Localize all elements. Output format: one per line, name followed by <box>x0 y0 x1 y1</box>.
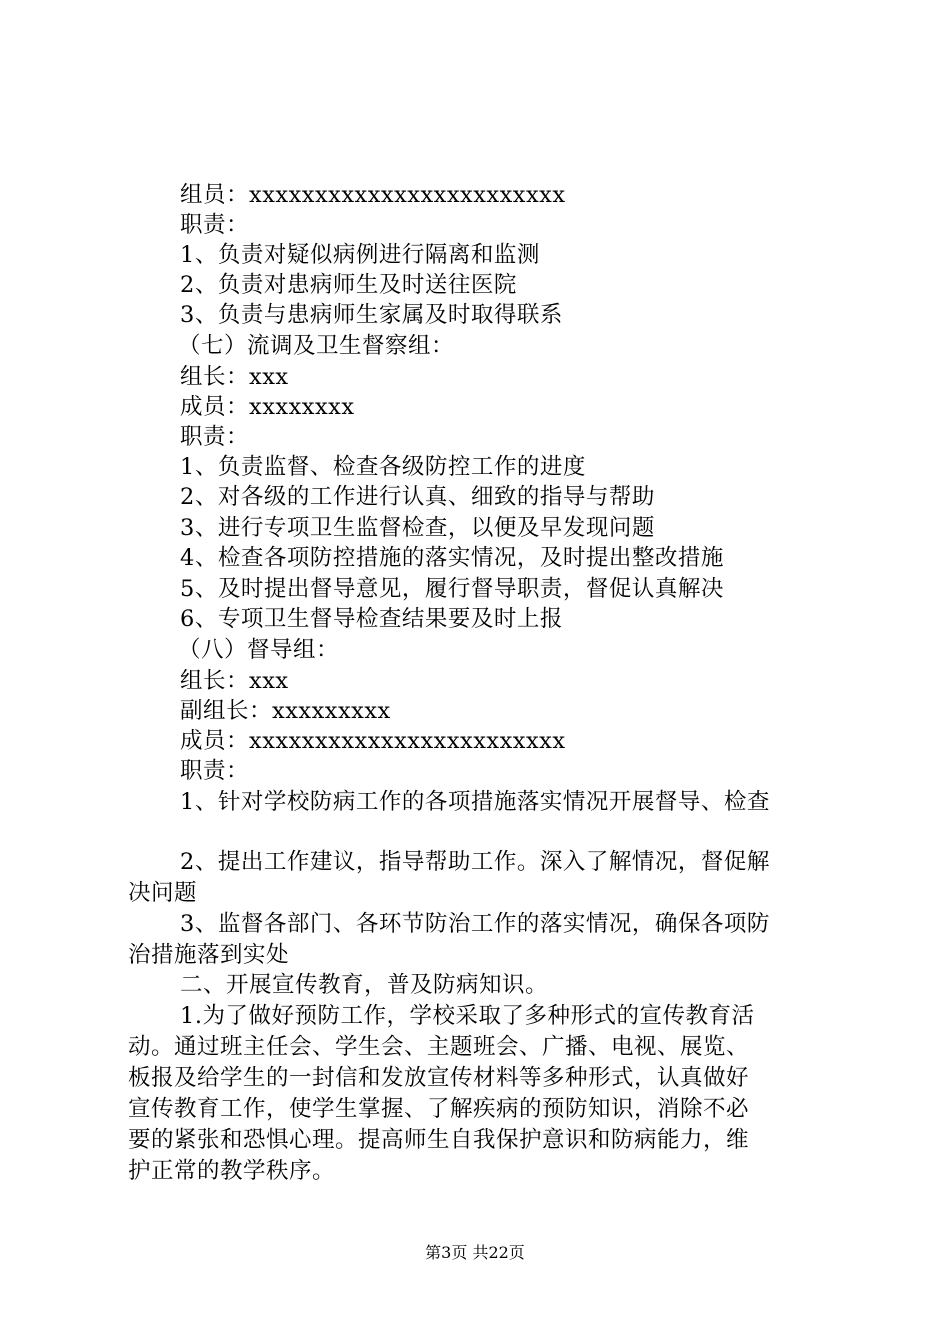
paragraph-line: 二、开展宣传教育，普及防病知识。 <box>180 972 549 998</box>
text-line: 6、专项卫生督导检查结果要及时上报 <box>180 606 563 632</box>
text-line: 组员：xxxxxxxxxxxxxxxxxxxxxxxx <box>180 182 566 208</box>
paragraph-line: 板报及给学生的一封信和发放宣传材料等多种形式，认真做好 <box>128 1065 750 1091</box>
text-line: 职责： <box>180 212 250 238</box>
text-line: 2、负责对患病师生及时送往医院 <box>180 272 517 298</box>
paragraph-line: 动。通过班主任会、学生会、主题班会、广播、电视、展览、 <box>128 1034 750 1060</box>
text-line: 成员：xxxxxxxxxxxxxxxxxxxxxxxx <box>180 728 566 754</box>
paragraph-line: 2、提出工作建议，指导帮助工作。深入了解情况，督促解 <box>180 849 770 875</box>
text-line: 副组长：xxxxxxxxx <box>180 698 391 724</box>
text-line: 3、进行专项卫生监督检查，以便及早发现问题 <box>180 515 655 541</box>
paragraph-line: 3、监督各部门、各环节防治工作的落实情况，确保各项防 <box>180 911 770 937</box>
paragraph-line: 决问题 <box>128 880 198 906</box>
section-heading <box>180 970 830 1001</box>
text-line: 5、及时提出督导意见，履行督导职责，督促认真解决 <box>180 576 724 602</box>
paragraph <box>128 847 830 909</box>
paragraph <box>128 909 830 971</box>
page-footer: 第3页 共22页 <box>425 1243 525 1262</box>
paragraph-line: 治措施落到实处 <box>128 942 290 968</box>
section-heading: （八）督导组： <box>178 637 340 663</box>
text-line: 1、负责对疑似病例进行隔离和监测 <box>180 242 540 268</box>
text-line: 组长：xxx <box>180 668 289 694</box>
text-line: 2、对各级的工作进行认真、细致的指导与帮助 <box>180 484 655 510</box>
paragraph-line: 宣传教育工作，使学生掌握、了解疾病的预防知识，消除不必 <box>128 1096 750 1122</box>
text-line: 组长：xxx <box>180 364 289 390</box>
paragraph <box>128 1001 830 1187</box>
text-line: 1、针对学校防病工作的各项措施落实情况开展督导、检查 <box>180 789 770 815</box>
section-heading: （七）流调及卫生督察组： <box>178 333 455 359</box>
text-line: 职责： <box>180 424 250 450</box>
text-line: 4、检查各项防控措施的落实情况，及时提出整改措施 <box>180 545 724 571</box>
text-line: 职责： <box>180 758 250 784</box>
text-line: 成员：xxxxxxxx <box>180 394 355 420</box>
paragraph-line: 1.为了做好预防工作，学校采取了多种形式的宣传教育活 <box>180 1003 755 1029</box>
text-line: 3、负责与患病师生家属及时取得联系 <box>180 302 563 328</box>
paragraph-line: 护正常的教学秩序。 <box>128 1158 336 1184</box>
paragraph-line: 要的紧张和恐惧心理。提高师生自我保护意识和防病能力，维 <box>128 1127 750 1153</box>
text-line: 1、负责监督、检查各级防控工作的进度 <box>180 454 586 480</box>
